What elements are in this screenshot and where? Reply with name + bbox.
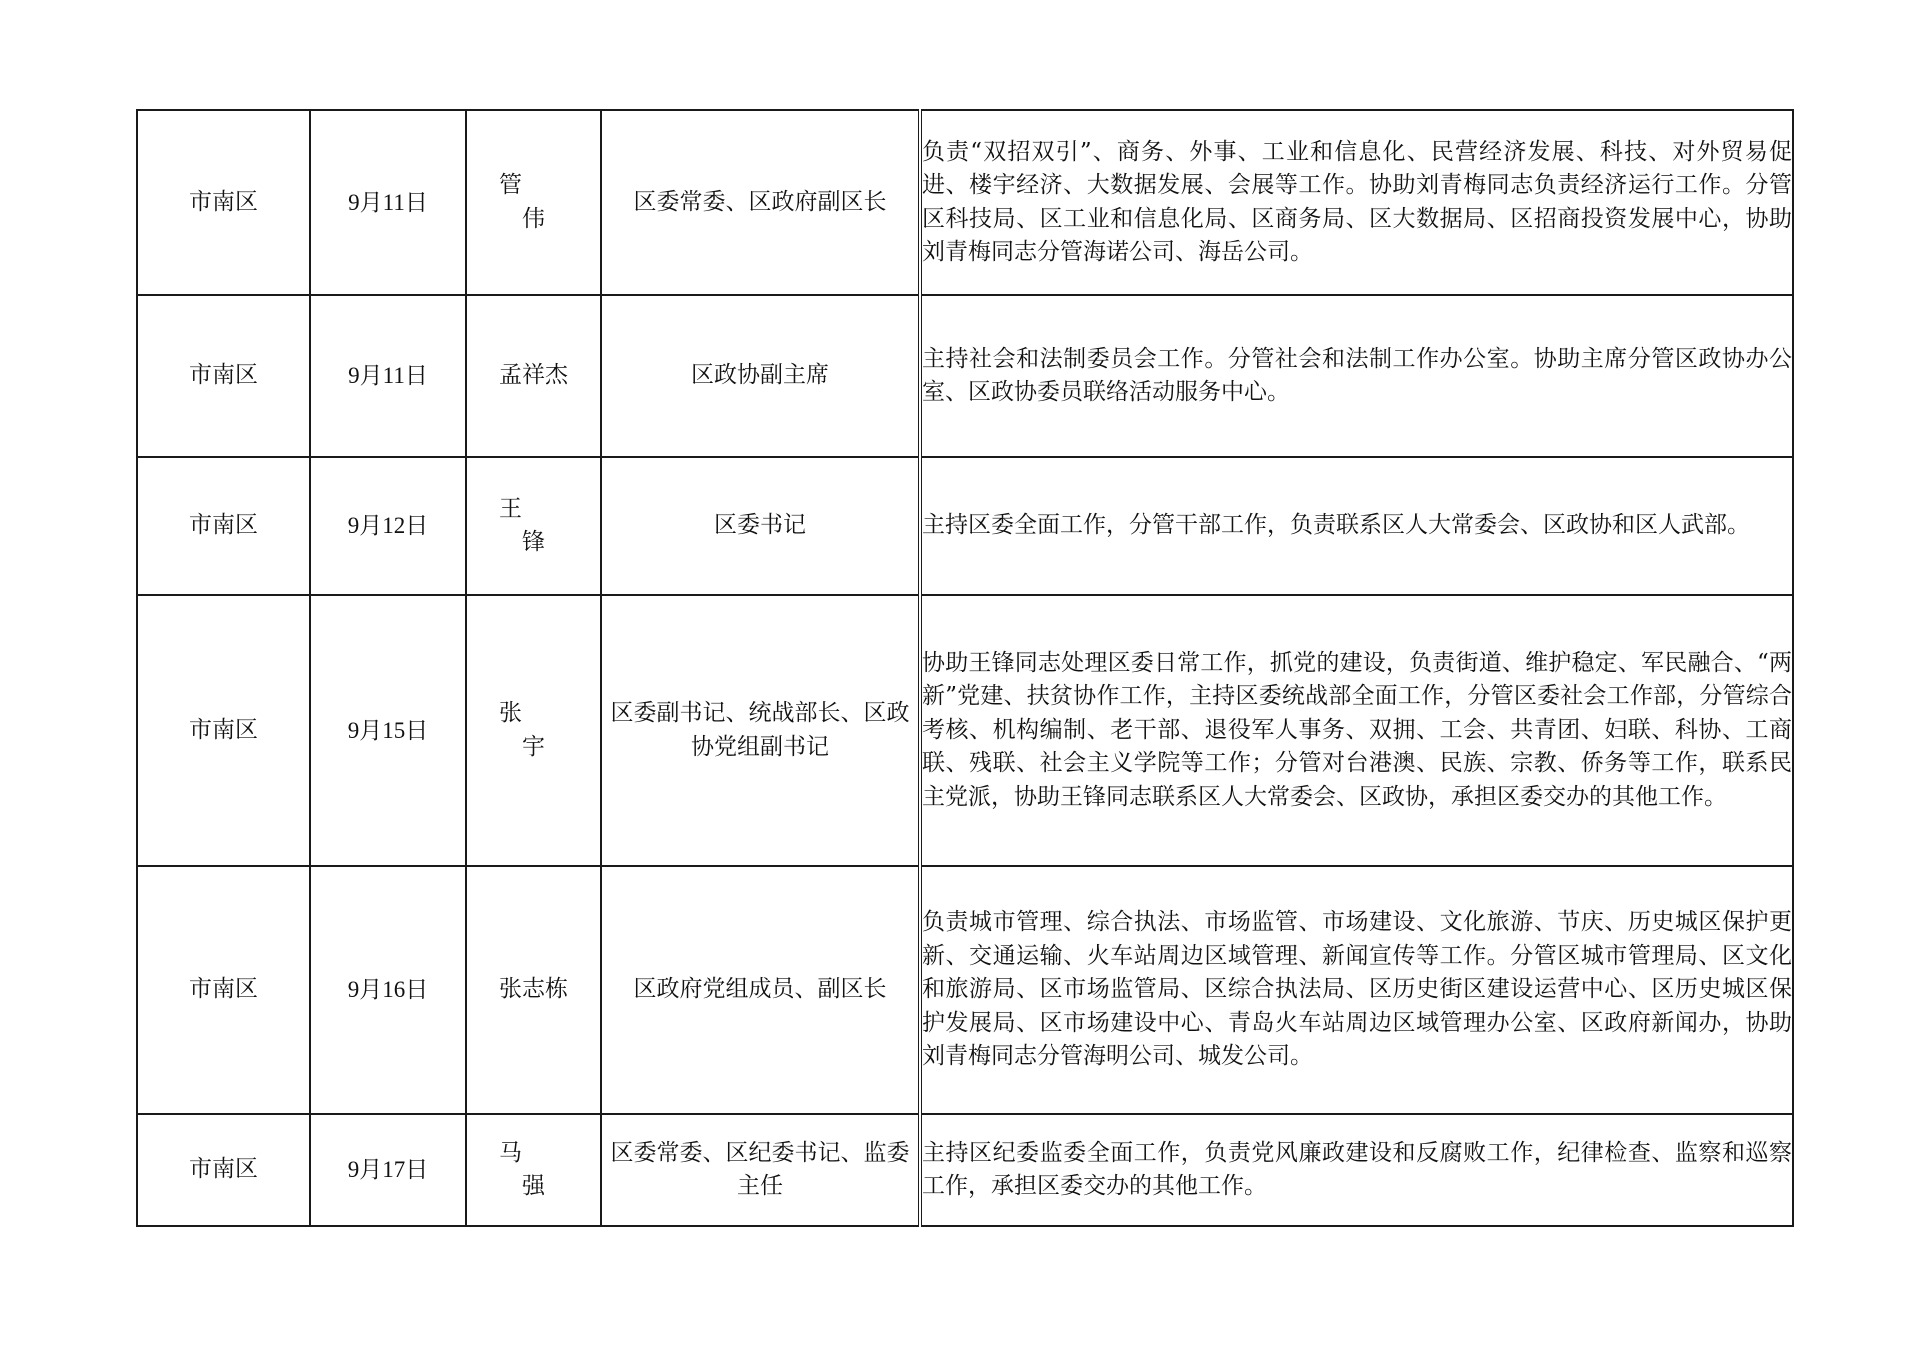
date-cell: 9月11日 xyxy=(310,295,466,457)
district-cell: 市南区 xyxy=(137,1114,310,1226)
name-cell xyxy=(466,110,601,295)
duties-cell xyxy=(920,866,1793,1114)
date-cell: 9月11日 xyxy=(310,110,466,295)
table-row xyxy=(137,866,1793,1114)
duties-cell xyxy=(920,595,1793,866)
person-name: 马强 xyxy=(499,1139,591,1199)
appointment-table xyxy=(136,109,1794,1227)
person-name: 王锋 xyxy=(499,495,591,555)
duties-cell xyxy=(920,1114,1793,1226)
name-cell xyxy=(466,295,601,457)
district-cell: 市南区 xyxy=(137,295,310,457)
table-row xyxy=(137,457,1793,595)
table-row xyxy=(137,110,1793,295)
date-cell: 9月16日 xyxy=(310,866,466,1114)
table-row xyxy=(137,595,1793,866)
date-cell: 9月15日 xyxy=(310,595,466,866)
name-cell xyxy=(466,595,601,866)
person-name: 张志栋 xyxy=(499,976,568,1003)
position-cell: 区政协副主席 xyxy=(601,295,920,457)
position-cell: 区委书记 xyxy=(601,457,920,595)
district-cell: 市南区 xyxy=(137,457,310,595)
duties-text: 主持区委全面工作，分管干部工作，负责联系区人大常委会、区政协和区人武部。 xyxy=(922,512,1750,539)
date-cell: 9月17日 xyxy=(310,1114,466,1226)
date-cell: 9月12日 xyxy=(310,457,466,595)
name-cell xyxy=(466,457,601,595)
duties-text: 负责城市管理、综合执法、市场监管、市场建设、文化旅游、节庆、历史城区保护更新、交通运输、火车站周边区域管理、新闻宣传等工作。分管区城市管理局、区文化和旅游局、区市场监管局、区综合执法局、区历史街区建设运营中心、区历史城区保护发展局、区市场建设中心、青岛火车站周边区域管理办公室、区政府新闻办，协助刘青梅同志分管海明公司、城发公司。 xyxy=(922,909,1792,1070)
duties-cell xyxy=(920,110,1793,295)
duties-text: 主持区纪委监委全面工作，负责党风廉政建设和反腐败工作，纪律检查、监察和巡察工作，承担区委交办的其他工作。 xyxy=(922,1139,1792,1199)
person-name: 孟祥杰 xyxy=(499,362,568,389)
duties-cell xyxy=(920,457,1793,595)
person-name: 张宇 xyxy=(499,700,591,760)
district-cell: 市南区 xyxy=(137,595,310,866)
position-cell: 区政府党组成员、副区长 xyxy=(601,866,920,1114)
duties-text: 负责“双招双引”、商务、外事、工业和信息化、民营经济发展、科技、对外贸易促进、楼宇经济、大数据发展、会展等工作。协助刘青梅同志负责经济运行工作。分管区科技局、区工业和信息化局、区商务局、区大数据局、区招商投资发展中心，协助刘青梅同志分管海诺公司、海岳公司。 xyxy=(922,138,1792,265)
position-cell: 区委副书记、统战部长、区政协党组副书记 xyxy=(601,595,920,866)
district-cell: 市南区 xyxy=(137,866,310,1114)
person-name: 管伟 xyxy=(499,172,591,232)
duties-text: 协助王锋同志处理区委日常工作，抓党的建设，负责街道、维护稳定、军民融合、“两新”党建、扶贫协作工作，主持区委统战部全面工作，分管区委社会工作部，分管综合考核、机构编制、老干部、退役军人事务、双拥、工会、共青团、妇联、科协、工商联、残联、社会主义学院等工作；分管对台港澳、民族、宗教、侨务等工作，联系民主党派，协助王锋同志联系区人大常委会、区政协，承担区委交办的其他工作。 xyxy=(922,649,1792,810)
position-cell: 区委常委、区纪委书记、监委主任 xyxy=(601,1114,920,1226)
table-row xyxy=(137,295,1793,457)
duties-cell xyxy=(920,295,1793,457)
duties-text: 主持社会和法制委员会工作。分管社会和法制工作办公室。协助主席分管区政协办公室、区政协委员联络活动服务中心。 xyxy=(922,345,1792,405)
district-cell: 市南区 xyxy=(137,110,310,295)
name-cell xyxy=(466,1114,601,1226)
table-row xyxy=(137,1114,1793,1226)
position-cell: 区委常委、区政府副区长 xyxy=(601,110,920,295)
name-cell xyxy=(466,866,601,1114)
